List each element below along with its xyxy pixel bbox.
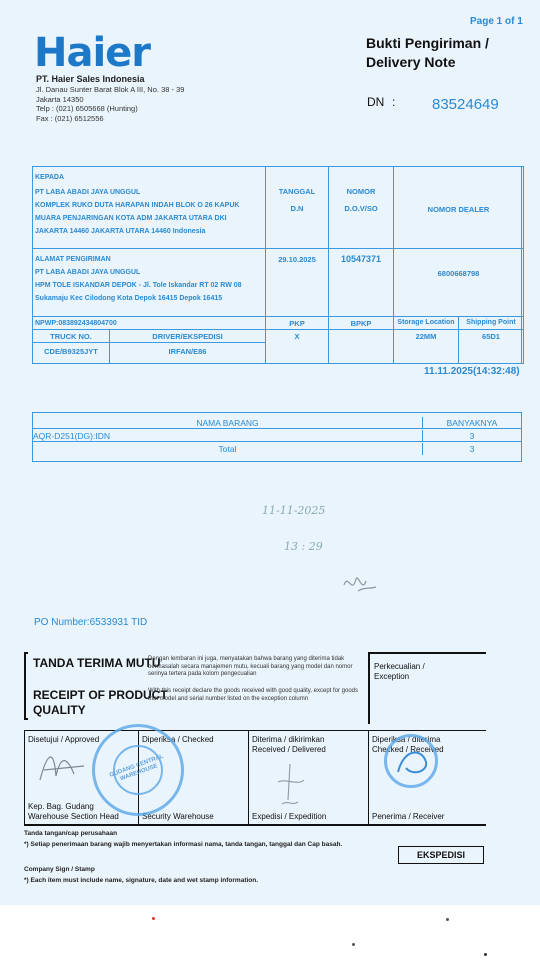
nomor-dealer-label: NOMOR DEALER — [427, 205, 490, 214]
total-label: Total — [33, 443, 423, 455]
kepada-line: MUARA PENJARINGAN KOTA ADM JAKARTA UTARA DKI — [35, 215, 227, 222]
address-line: Jakarta 14350 — [36, 94, 84, 104]
pkp-header-cell — [265, 316, 329, 330]
approved-signature — [34, 740, 94, 790]
security-label: Security Warehouse — [142, 812, 214, 821]
tanda-terima-desc: Dengan lembaran ini juga, menyatakan bahwa barang yang diterima tidak bermasalah secara manajemen mutu, kecuali barang yang model dan nomor serinya tertera pada kolom pengecualian — [148, 656, 353, 677]
address-line: Telp : (021) 6505668 (Hunting) — [36, 104, 138, 113]
received-label-id: Diterima / dikirimkan — [252, 735, 325, 744]
receipt-block — [24, 652, 368, 724]
handwritten-time: 13 : 29 — [284, 540, 323, 553]
kep-bag-label: Kep. Bag. Gudang — [28, 802, 94, 811]
shipping-header-cell — [458, 316, 524, 330]
approved-label: Disetujui / Approved — [28, 735, 100, 744]
total-value: 3 — [469, 444, 475, 454]
note-english: *) Each item must include name, signature, date and wet stamp information. — [24, 877, 259, 884]
checked-received-label-id: Diperiksa / diterima — [372, 735, 441, 744]
storage-label: Storage Location — [397, 319, 455, 326]
tanda-terima-title: TANDA TERIMA MUTU — [33, 656, 161, 670]
kepada-line: KOMPLEK RUKO DUTA HARAPAN INDAH BLOK O 26 KAPUK — [35, 202, 240, 209]
dn-colon: : — [392, 95, 396, 109]
storage-header-cell — [393, 316, 459, 330]
received-label-en: Received / Delivered — [252, 745, 326, 754]
truck-label: TRUCK NO. — [50, 332, 92, 341]
bpkp-value-cell — [328, 329, 394, 364]
driver-value-cell — [109, 342, 266, 364]
item-qty: 3 — [469, 431, 475, 441]
address-line: Jl. Danau Sunter Barat Blok A III, No. 38 - 39 — [36, 85, 185, 94]
alamat-line: Sukamaju Kec Cilodong Kota Depok 16415 Depok 16415 — [35, 295, 223, 302]
tanggal-value: 29.10.2025 — [278, 255, 316, 264]
item-name: AQR-D251(DG):IDN — [33, 430, 423, 441]
tanda-tangan-note: Tanda tangan/cap perusahaan — [24, 830, 118, 837]
print-datetime: 11.11.2025(14:32:48) — [424, 366, 520, 377]
truck-value: CDE/B9325JYT — [44, 347, 98, 356]
scan-speck — [152, 917, 155, 920]
driver-value: IRFAN/E86 — [168, 347, 207, 356]
company-sign-label: Company Sign / Stamp — [24, 866, 95, 873]
dn-col-label: D.N — [290, 204, 304, 213]
kepada-line: PT LABA ABADI JAYA UNGGUL — [35, 189, 141, 196]
handwritten-signature — [340, 565, 380, 605]
receiver-signature — [392, 742, 434, 782]
dealer-header-cell — [393, 166, 524, 249]
driver-label: DRIVER/EKSPEDISI — [152, 332, 223, 341]
expedition-signature — [270, 760, 310, 810]
dealer-value: 6800668798 — [437, 269, 480, 278]
address-line: Fax : (021) 6512556 — [36, 113, 104, 123]
note-indonesian: *) Setiap penerimaan barang wajib menyertakan informasi nama, tanda tangan, tanggal dan Cap basah. — [24, 841, 343, 848]
receipt-of-product: RECEIPT OF PRODUCT — [33, 688, 168, 702]
bpkp-label: BPKP — [350, 319, 372, 328]
items-table — [32, 412, 522, 462]
dn-label: DN — [367, 95, 385, 109]
items-header-row — [33, 417, 521, 429]
kepada-line: JAKARTA 14460 JAKARTA UTARA 14460 Indonesia — [35, 228, 206, 235]
alamat-line: HPM TOLE ISKANDAR DEPOK - Jl. Tole Iskandar RT 02 RW 08 — [35, 282, 242, 289]
ekspedisi-label: EKSPEDISI — [398, 846, 484, 864]
nomor-value-cell — [328, 248, 394, 317]
receiver-label: Penerima / Receiver — [372, 812, 445, 821]
exception-label: Perkecualian / — [374, 662, 425, 671]
haier-logo: Haier — [34, 30, 151, 76]
exception-label-en: Exception — [374, 672, 410, 681]
alamat-label: ALAMAT PENGIRIMAN — [35, 256, 111, 263]
shipping-value-cell — [458, 329, 524, 364]
npwp-value: NPWP:083892434804700 — [35, 320, 117, 327]
nomor-value: 10547371 — [340, 254, 382, 264]
total-row — [33, 443, 521, 455]
warehouse-head-label: Warehouse Section Head — [28, 812, 119, 821]
scan-speck — [352, 943, 355, 946]
shipping-value: 65D1 — [482, 332, 500, 341]
pkp-value-cell — [265, 329, 329, 364]
table-row — [33, 430, 521, 442]
tanggal-label: TANGGAL — [278, 187, 316, 196]
truck-header-cell — [32, 329, 110, 343]
company-name: PT. Haier Sales Indonesia — [36, 74, 145, 84]
page-indicator: Page 1 of 1 — [470, 16, 523, 27]
dovso-label: D.O.V/SO — [344, 204, 378, 213]
quality-title: QUALITY — [33, 703, 86, 717]
company-address — [36, 85, 236, 123]
document-title — [366, 34, 526, 72]
checked-received-label-en: Checked / Received — [372, 745, 444, 754]
col-nama-barang: NAMA BARANG — [33, 417, 423, 428]
scan-speck — [484, 953, 487, 956]
truck-value-cell — [32, 342, 110, 364]
handwritten-date: 11-11-2025 — [262, 504, 326, 517]
receipt-bracket — [24, 652, 28, 720]
driver-header-cell — [109, 329, 266, 343]
po-number: PO Number:6533931 TID — [34, 617, 148, 628]
storage-value: 22MM — [415, 332, 437, 341]
warehouse-stamp — [92, 724, 184, 816]
expedition-label: Expedisi / Expedition — [252, 812, 327, 821]
scan-speck — [446, 918, 449, 921]
dealer-value-cell — [393, 248, 524, 317]
dn-number: 83524649 — [432, 96, 499, 113]
stamp-text: GUDANG CENTRAL WAREHOUSE — [108, 753, 165, 783]
tanggal-value-cell — [265, 248, 329, 317]
exception-box — [368, 652, 486, 724]
customer-info-box — [32, 166, 522, 364]
shipping-label: Shipping Point — [466, 319, 516, 326]
bpkp-header-cell — [328, 316, 394, 330]
kepada-cell — [32, 166, 266, 249]
alamat-cell — [32, 248, 266, 317]
kepada-label: KEPADA — [35, 174, 65, 181]
nomor-label: NOMOR — [346, 187, 376, 196]
pkp-value: X — [294, 332, 300, 341]
pkp-label: PKP — [289, 319, 305, 328]
col-banyaknya: BANYAKNYA — [446, 418, 498, 428]
storage-value-cell — [393, 329, 459, 364]
nomor-header-cell — [328, 166, 394, 249]
title-line: Delivery Note — [366, 54, 456, 70]
tanggal-header-cell — [265, 166, 329, 249]
title-line: Bukti Pengiriman / — [366, 35, 489, 51]
receipt-desc: With this receipt declare the goods received with good quality, except for goods that model and serial number listed on the exception column — [148, 688, 359, 702]
checked-label: Diperiksa / Checked — [142, 735, 214, 744]
alamat-line: PT LABA ABADI JAYA UNGGUL — [35, 269, 141, 276]
npwp-cell — [32, 316, 266, 330]
